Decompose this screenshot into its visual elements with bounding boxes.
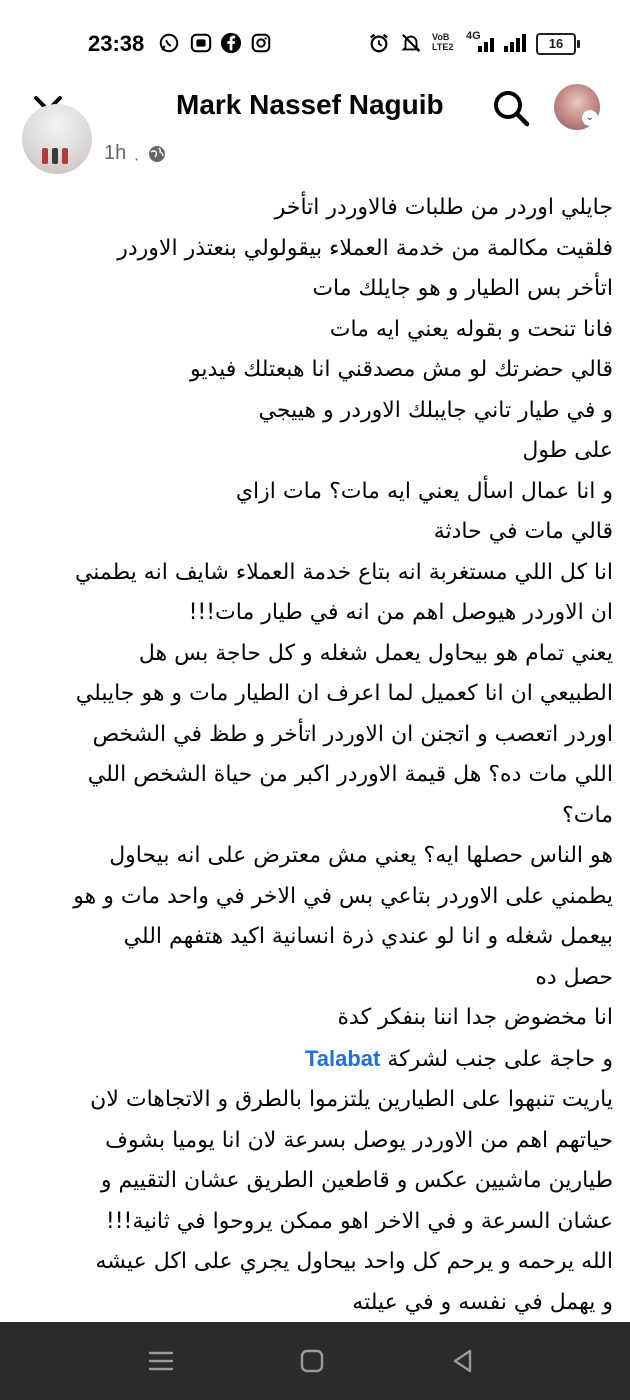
post-line: ان الاوردر هيوصل اهم من انه في طيار مات!!! (188, 600, 613, 625)
post-line: هو الناس حصلها ايه؟ يعني مش معترض على انه بيحاول (109, 843, 613, 868)
post-line: اللي مات ده؟ هل قيمة الاوردر اكبر من حياة الشخص اللي (87, 762, 613, 787)
search-icon[interactable] (490, 87, 532, 129)
post-line: فانا تنحت و بقوله يعني ايه مات (329, 316, 613, 342)
page-title: Mark Nassef Naguib (176, 89, 444, 120)
post-line: بيعمل شغله و انا لو عندي ذرة انسانية اكيد هتفهم اللي (123, 924, 613, 949)
post-line: قالي مات في حادثة (433, 519, 613, 544)
back-icon[interactable] (448, 1346, 478, 1376)
post-line-mention (18, 1039, 613, 1081)
mute-icon (400, 32, 422, 54)
post-line: انا كل اللي مستغربة انه بتاع خدمة العملاء شايف انه يطمني (74, 559, 613, 585)
post-line: قالي حضرتك لو مش مصدقني انا هبعتلك فيديو (190, 357, 613, 382)
post-line: جايلي اوردر من طلبات فالاوردر اتأخر (274, 195, 613, 220)
status-bar (0, 0, 630, 80)
globe-icon (148, 145, 166, 163)
media-icon (190, 32, 212, 54)
volte-indicator: VoB LTE2 (432, 32, 454, 52)
mention-link[interactable]: Talabat (304, 1045, 381, 1071)
instagram-icon (250, 32, 272, 54)
post-text (18, 188, 613, 1323)
post-line: طيارين ماشيين عكس و قاطعين الطريق عشان التقييم و (100, 1168, 613, 1193)
post-line: فلقيت مكالمة من خدمة العملاء بيقولولي بنعتذر الاوردر (117, 235, 613, 261)
post-line: و في طيار تاني جايبلك الاوردر و هييجي (258, 397, 613, 423)
post-line: يطمني على الاوردر بتاعي بس في الاخر في واحد مات و هو (73, 883, 613, 909)
post-line: انا مخضوض جدا اننا بنفكر كدة (337, 1005, 613, 1030)
alarm-icon (368, 32, 390, 54)
post-line: مات؟ (562, 802, 613, 828)
post-line: اتأخر بس الطيار و هو جايلك مات (312, 276, 613, 301)
whatsapp-icon (158, 32, 180, 54)
meta-separator: · (134, 150, 140, 169)
system-nav-bar (0, 1322, 630, 1400)
post-line: حصل ده (535, 964, 613, 990)
post-time[interactable]: 1h (104, 142, 127, 164)
post-line: يعني تمام هو بيحاول يعمل شغله و كل حاجة بس هل (138, 640, 613, 666)
clock: 23:38 (88, 31, 145, 56)
post-line: الله يرحمه و يرحم كل واحد بيحاول يجري على اكل عيشه (95, 1249, 613, 1274)
post-line: حياتهم اهم من الاوردر يوصل بسرعة لان انا يوميا بشوف (105, 1127, 613, 1153)
post-line: اوردر اتعصب و اتجنن ان الاوردر اتأخر و طظ في الشخص (92, 721, 613, 747)
chevron-down-icon[interactable]: ⌄ (582, 110, 598, 126)
facebook-icon (220, 32, 242, 54)
home-icon[interactable] (297, 1346, 327, 1376)
post-author-avatar[interactable] (22, 104, 92, 174)
post-line: و يهمل في نفسه و في عيلته (352, 1289, 613, 1315)
battery-indicator: 16 (536, 33, 576, 55)
app-header (0, 80, 630, 140)
post-line: عشان السرعة و في الاخر اهو ممكن يروحوا في ثانية!!! (105, 1208, 613, 1234)
post-line: و انا عمال اسأل يعني ايه مات؟ مات ازاي (235, 478, 613, 504)
post-line: الطبيعي ان انا كعميل لما اعرف ان الطيار مات و هو جايبلي (75, 681, 613, 706)
post-line: ياريت تنبهوا على الطيارين يلتزموا بالطرق و الاتجاهات لان (90, 1087, 613, 1112)
post-line: على طول (522, 438, 613, 463)
signal-icon (478, 32, 528, 54)
network-type: 4G (466, 30, 481, 42)
recents-icon[interactable] (146, 1346, 176, 1376)
mention-prefix: و حاجة على جنب لشركة (387, 1046, 613, 1072)
